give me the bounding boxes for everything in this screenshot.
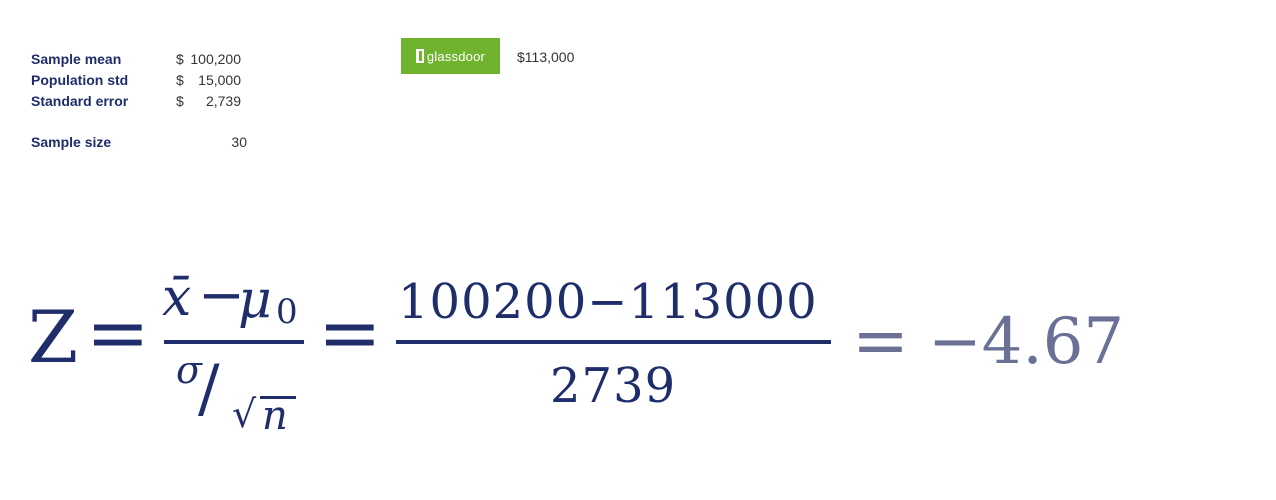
x-bar-symbol: x̄ (162, 268, 192, 328)
result-value: −4.67 (928, 305, 1125, 379)
population-std-value: 15,000 (198, 72, 241, 88)
glassdoor-salary: $113,000 (517, 49, 575, 65)
slash-symbol: / (198, 352, 220, 426)
fraction-bar-2 (396, 340, 831, 344)
population-std-currency: $ (176, 72, 184, 88)
standard-error-currency: $ (176, 93, 184, 109)
equals-sign-1: = (86, 288, 150, 377)
denominator-value: 2739 (550, 358, 677, 414)
sigma-symbol: σ (176, 348, 202, 392)
standard-error-label: Standard error (31, 93, 129, 109)
mu-symbol: μ (238, 270, 272, 330)
sample-mean-currency: $ (176, 51, 184, 67)
mu-subscript: 0 (276, 292, 298, 332)
minus-sign: − (198, 263, 245, 328)
sample-size-value: 30 (231, 134, 247, 150)
sqrt-icon: √ (232, 392, 257, 436)
fraction-bar-1 (164, 340, 304, 344)
standard-error-value: 2,739 (205, 93, 241, 109)
glassdoor-logo-text: glassdoor (426, 48, 486, 64)
sample-size-label: Sample size (31, 134, 112, 150)
n-symbol: n (262, 393, 288, 439)
sample-mean-value: 100,200 (190, 51, 241, 67)
population-std-label: Population std (31, 72, 129, 88)
equals-sign-3: = (852, 302, 909, 381)
numerator-value: 100200−113000 (398, 274, 818, 330)
equals-sign-2: = (318, 288, 382, 377)
z-symbol: Z (28, 295, 79, 379)
sample-mean-label: Sample mean (31, 51, 122, 67)
